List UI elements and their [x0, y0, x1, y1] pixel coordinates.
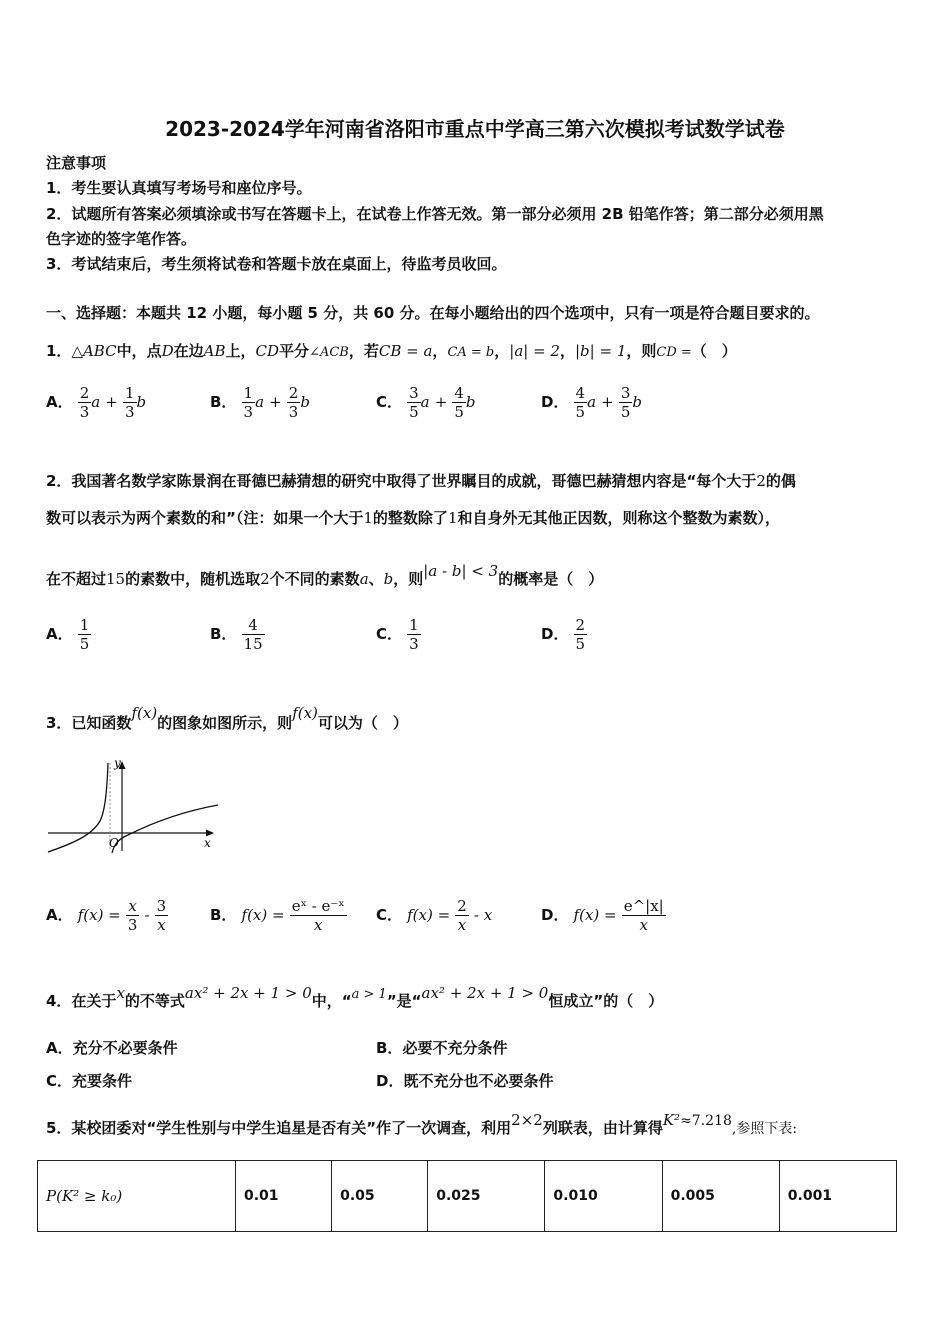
option-label: B． — [210, 625, 237, 643]
option-label: A． — [46, 1039, 73, 1057]
numerator: 3 — [409, 384, 419, 402]
y-label: y — [114, 756, 121, 770]
option-label: D． — [541, 393, 569, 411]
q4-option-a[interactable] — [46, 1037, 178, 1058]
question-4-stem — [46, 984, 664, 1011]
q1-text: 平分 — [279, 342, 310, 360]
fraction — [452, 384, 466, 421]
q2-math: b — [383, 570, 394, 588]
denominator: x — [455, 915, 469, 934]
vector-a: a — [255, 393, 265, 411]
table-row — [38, 1161, 897, 1232]
q3-option-c[interactable] — [376, 897, 492, 934]
q2-option-c[interactable] — [376, 616, 421, 653]
function-lhs: f(x) = — [407, 906, 451, 924]
table-cell: 0.05 — [332, 1161, 428, 1232]
operator: + — [601, 393, 614, 411]
q5-math: K² — [662, 1111, 681, 1129]
critical-value-table — [37, 1160, 897, 1232]
numerator: 1 — [243, 384, 254, 402]
option-label: D． — [541, 906, 569, 924]
fraction — [574, 384, 588, 421]
q4-text: 恒成立”的（ ） — [548, 992, 664, 1010]
question-3-stem — [46, 704, 408, 733]
q4-text: “ — [341, 992, 352, 1010]
fraction — [407, 616, 421, 653]
vector-a: a — [420, 393, 430, 411]
q1-math: |b| = 1 — [575, 342, 627, 360]
numerator: 2 — [457, 897, 467, 915]
q4-option-d[interactable] — [376, 1070, 553, 1091]
option-text: 充分不必要条件 — [72, 1039, 178, 1057]
option-label: C． — [376, 393, 403, 411]
q2-text: 在不超过 — [46, 570, 107, 588]
q2-text: ，则 — [393, 570, 424, 588]
table-cell: 0.010 — [545, 1161, 662, 1232]
denominator: 5 — [575, 635, 586, 653]
option-label: D． — [541, 625, 569, 643]
q2-text: 和自身外无其他正因数，则称这个整数为素数）， — [457, 509, 780, 527]
q2-option-b[interactable] — [210, 616, 265, 653]
vector-a: a — [91, 393, 101, 411]
q2-math: 1 — [363, 509, 373, 527]
q5-math: ≈7.218 — [680, 1113, 732, 1129]
denominator: 3 — [127, 916, 138, 934]
question-1-stem — [46, 340, 737, 361]
question-2-line — [46, 562, 604, 589]
option-label: B． — [376, 1039, 403, 1057]
section-heading: 一、选择题：本题共 12 小题，每小题 5 分，共 60 分。在每小题给出的四个选项中，只有一项是符合题目要求的。 — [46, 304, 820, 322]
q2-text: 的整数除了 — [372, 509, 448, 527]
q1-math: D — [161, 342, 174, 360]
numerator: 2 — [288, 384, 299, 402]
numerator: 1 — [124, 384, 135, 402]
q1-text: ， — [559, 342, 575, 360]
fraction — [242, 384, 256, 421]
q3-text: 的图象如图所示，则 — [157, 714, 293, 732]
x-label: x — [204, 836, 211, 850]
q2-text: 的偶 — [765, 472, 796, 490]
q1-math: ∠ACB — [309, 345, 349, 360]
q1-option-a[interactable] — [46, 384, 146, 421]
q1-text: 中，点 — [116, 342, 162, 360]
option-label: B． — [210, 393, 237, 411]
q2-option-a[interactable] — [46, 616, 91, 653]
fraction — [619, 384, 633, 421]
option-label: D． — [376, 1072, 404, 1090]
table-cell: 0.005 — [662, 1161, 779, 1232]
option-text: 充要条件 — [72, 1072, 133, 1090]
numerator: 4 — [575, 384, 586, 402]
fraction — [574, 616, 588, 653]
q4-math: a > 1 — [351, 987, 387, 1002]
denominator: 5 — [409, 403, 419, 421]
numerator: 4 — [248, 616, 258, 634]
q5-text: 5．某校团委对“学生性别与中学生追星是否有关”作了一次调查，利用 — [46, 1119, 512, 1137]
question-5-stem — [46, 1111, 798, 1138]
q3-option-d[interactable] — [541, 897, 666, 934]
q2-math: a — [359, 570, 369, 588]
fraction — [407, 384, 421, 421]
q2-text: 个不同的素数 — [269, 570, 360, 588]
q5-text: ,参照下表: — [731, 1121, 798, 1137]
q4-math: ax² + 2x + 1 > 0 — [184, 984, 312, 1002]
vector-b: b — [300, 393, 310, 411]
q1-math: CD — [255, 342, 280, 360]
denominator: 3 — [288, 403, 299, 421]
operator: - — [144, 906, 150, 924]
function-rest: - x — [473, 906, 493, 924]
q2-math: 2 — [756, 472, 766, 490]
vector-a: a — [587, 393, 597, 411]
q2-math: 15 — [106, 570, 126, 588]
q1-option-c[interactable] — [376, 384, 476, 421]
denominator: x — [622, 915, 666, 934]
q3-text: 可以为（ ） — [317, 714, 408, 732]
option-label: A． — [46, 625, 73, 643]
denominator: x — [290, 915, 347, 934]
q1-option-d[interactable] — [541, 384, 642, 421]
q4-text: ”是“ — [386, 992, 422, 1010]
function-lhs: f(x) = — [241, 906, 285, 924]
q2-option-d[interactable] — [541, 616, 587, 653]
table-cell: 0.001 — [779, 1161, 896, 1232]
q4-option-b[interactable] — [376, 1037, 507, 1058]
numerator: 1 — [409, 616, 419, 634]
q1-text: （ ） — [691, 342, 737, 360]
operator: + — [434, 393, 448, 411]
function-lhs: f(x) = — [77, 906, 121, 924]
denominator: 3 — [243, 403, 254, 421]
numerator: 2 — [575, 616, 586, 634]
option-label: A． — [46, 393, 73, 411]
vector-b: b — [632, 393, 642, 411]
denominator: 5 — [620, 403, 631, 421]
q2-text: 数可以表示为两个素数的和”（注：如果一个大于 — [46, 509, 364, 527]
q4-text: 的不等式 — [124, 992, 185, 1010]
q1-text: ， — [494, 342, 510, 360]
numerator: 3 — [620, 384, 631, 402]
q1-number: 1． — [46, 342, 72, 360]
fraction — [242, 616, 265, 653]
q5-math: 2×2 — [511, 1111, 543, 1129]
option-label: C． — [376, 625, 403, 643]
q1-math: AB — [203, 342, 226, 360]
vector-b: b — [465, 393, 476, 411]
q3-math: f(x) — [292, 704, 318, 722]
q2-text: 的素数中，随机选取 — [125, 570, 261, 588]
q2-text: 的概率是（ ） — [498, 570, 604, 588]
operator: + — [105, 393, 118, 411]
q2-math: 1 — [447, 509, 458, 527]
q3-option-b[interactable] — [210, 897, 347, 934]
fraction — [126, 897, 140, 934]
q5-text: 列联表，由计算得 — [542, 1119, 663, 1137]
notice-item: 2．试题所有答案必须填涂或书写在答题卡上，在试卷上作答无效。第一部分必须用 2B 铅笔作答；第二部分必须用黑 — [46, 205, 824, 223]
option-text: 必要不充分条件 — [402, 1039, 508, 1057]
option-text: 既不充分也不必要条件 — [403, 1072, 554, 1090]
denominator: 5 — [79, 635, 90, 653]
denominator: x — [155, 915, 169, 934]
fraction — [78, 384, 92, 421]
option-label: C． — [376, 906, 403, 924]
vector-b: b — [136, 393, 147, 411]
q4-text: 中， — [311, 992, 342, 1010]
option-label: A． — [46, 906, 73, 924]
q2-math: 2 — [260, 570, 270, 588]
operator: + — [269, 393, 282, 411]
question-2-line — [46, 507, 780, 528]
notice-heading: 注意事项 — [46, 154, 107, 172]
denominator: 3 — [409, 635, 419, 653]
origin-label: O — [109, 836, 119, 850]
q1-text: ，则 — [626, 342, 657, 360]
denominator: 3 — [79, 403, 90, 421]
fraction — [78, 616, 92, 653]
notice-item: 3．考试结束后，考生须将试卷和答题卡放在桌面上，待监考员收回。 — [46, 255, 507, 273]
q1-math: CA = b — [447, 345, 495, 360]
numerator: e^|x| — [623, 897, 664, 915]
denominator: 15 — [243, 635, 263, 653]
q1-option-b[interactable] — [210, 384, 310, 421]
option-label: C． — [46, 1072, 73, 1090]
numerator: eˣ - e⁻ˣ — [291, 897, 345, 915]
q1-math: CB = a — [378, 342, 433, 360]
q4-math: ax² + 2x + 1 > 0 — [421, 984, 549, 1002]
denominator: 3 — [124, 403, 135, 421]
q1-text: ， — [432, 342, 448, 360]
q4-math: x — [116, 984, 125, 1002]
fraction — [290, 897, 347, 934]
q4-text: 4．在关于 — [46, 992, 117, 1010]
numerator: 4 — [454, 384, 464, 402]
function-graph — [44, 755, 224, 855]
table-cell: 0.025 — [428, 1161, 545, 1232]
q2-text: 2．我国著名数学家陈景润在哥德巴赫猜想的研究中取得了世界瞩目的成就，哥德巴赫猜想内容是“每个大于 — [46, 472, 757, 490]
notice-item: 1．考生要认真填写考场号和座位序号。 — [46, 179, 312, 197]
q3-text: 3．已知函数 — [46, 714, 132, 732]
denominator: 5 — [575, 403, 586, 421]
denominator: 5 — [454, 403, 464, 421]
curve-right-branch — [112, 805, 218, 853]
numerator: 1 — [79, 616, 90, 634]
function-lhs: f(x) = — [573, 906, 617, 924]
q1-text: 上， — [225, 342, 256, 360]
fraction — [287, 384, 301, 421]
numerator: x — [128, 897, 137, 915]
curve-left-branch — [48, 763, 108, 852]
fraction — [155, 897, 169, 934]
q1-math: CD = — [656, 345, 692, 360]
page-title: 2023-2024学年河南省洛阳市重点中学高三第六次模拟考试数学试卷 — [165, 117, 785, 141]
table-header-cell: P(K² ≥ k₀) — [38, 1161, 236, 1232]
option-label: B． — [210, 906, 237, 924]
numerator: 2 — [79, 384, 90, 402]
q1-math: △ABC — [71, 342, 117, 360]
table-cell: 0.01 — [236, 1161, 332, 1232]
fraction — [455, 897, 469, 934]
q1-text: ，若 — [348, 342, 379, 360]
q1-math: |a| = 2 — [509, 342, 560, 360]
notice-item: 色字迹的签字笔作答。 — [46, 230, 197, 248]
fraction — [123, 384, 137, 421]
q4-option-c[interactable] — [46, 1070, 132, 1091]
q3-option-a[interactable] — [46, 897, 168, 934]
fraction — [622, 897, 666, 934]
numerator: 3 — [156, 897, 167, 915]
q2-math: |a - b| < 3 — [423, 562, 499, 580]
q1-text: 在边 — [173, 342, 204, 360]
q3-math: f(x) — [131, 704, 158, 722]
q2-text: 、 — [368, 570, 384, 588]
question-2-line — [46, 470, 796, 491]
